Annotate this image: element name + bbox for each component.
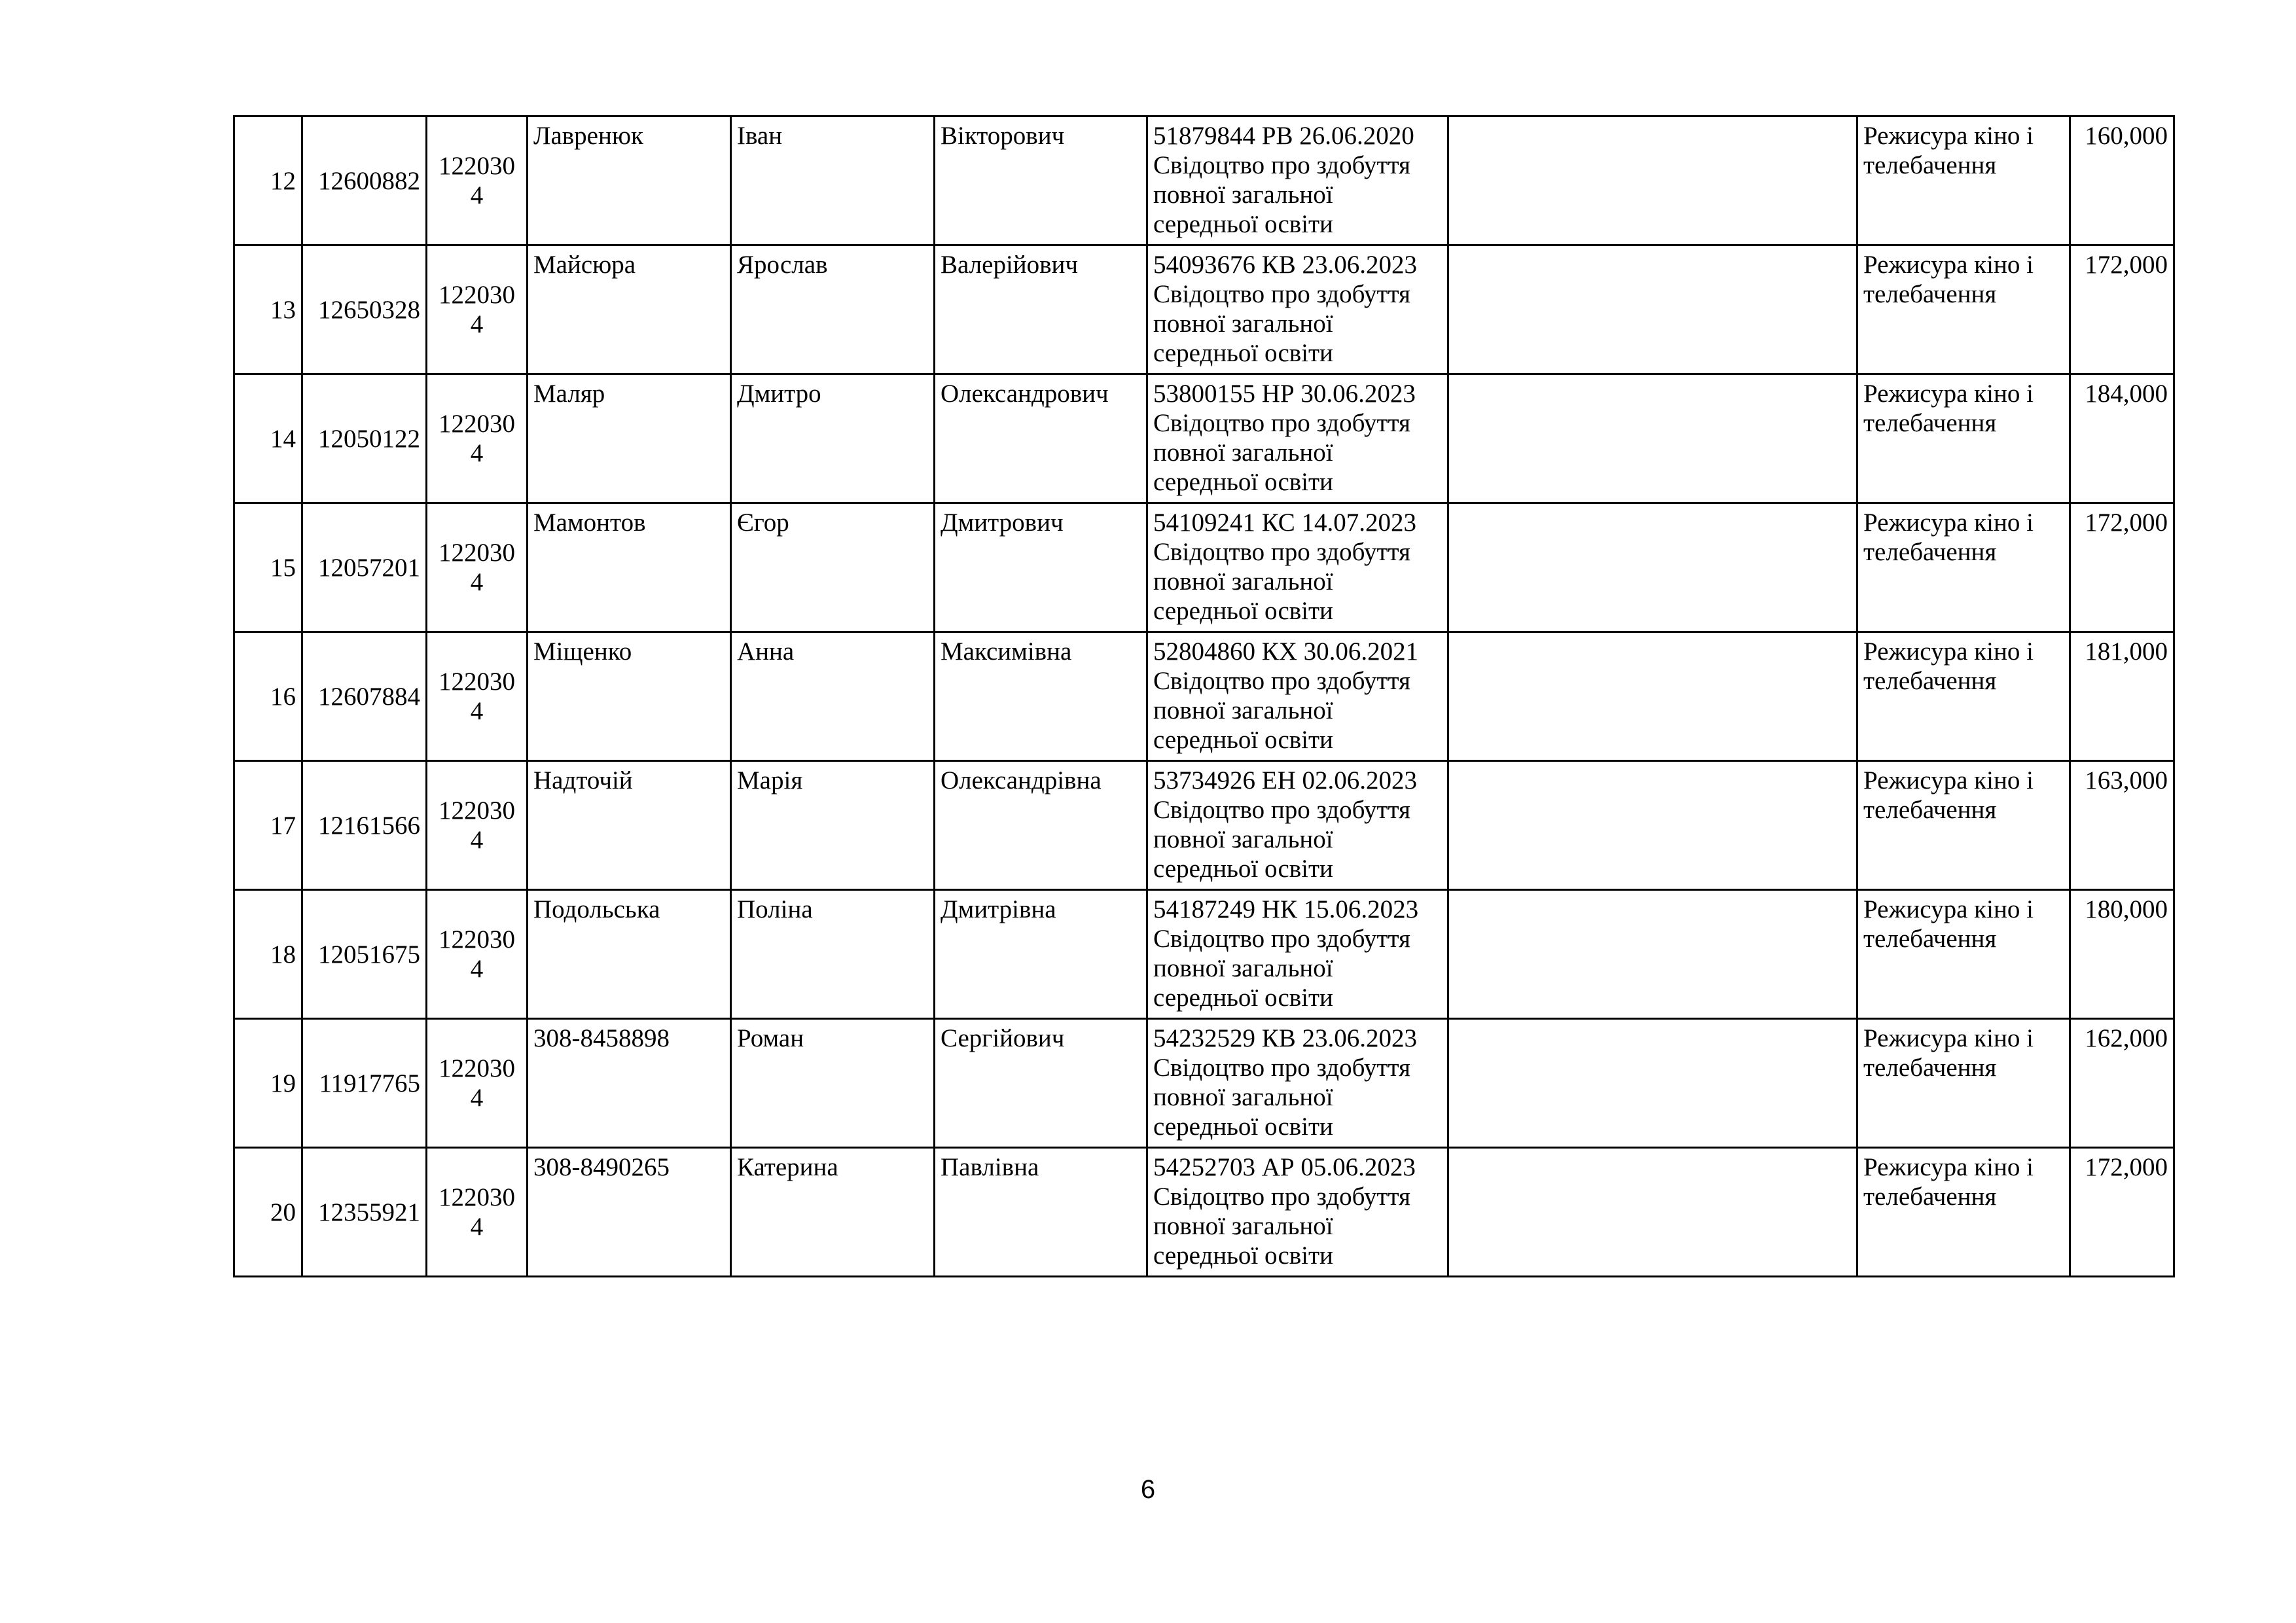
document-type-line: повної загальної (1153, 1212, 1333, 1240)
surname-cell (528, 503, 731, 632)
score-cell (2070, 1019, 2174, 1148)
row-index: 12 (270, 166, 296, 195)
first-name-cell (731, 632, 935, 761)
first-name: Анна (737, 637, 795, 666)
document-type-line: Свідоцтво про здобуття (1153, 1054, 1410, 1082)
document-type-line: середньої освіти (1153, 468, 1333, 496)
note-cell (1448, 503, 1857, 632)
specialty-line: Режисура кіно і (1863, 637, 2034, 666)
row-index: 20 (270, 1198, 296, 1226)
note-cell (1448, 374, 1857, 503)
score-cell (2070, 890, 2174, 1019)
specialty-line: Режисура кіно і (1863, 251, 2034, 279)
specialty-cell (1857, 1019, 2070, 1148)
table-row (234, 890, 2174, 1019)
program-code-tail: 4 (470, 1084, 484, 1112)
document-number: 54109241 КС 14.07.2023 (1153, 508, 1417, 537)
score-cell (2070, 374, 2174, 503)
surname-cell (528, 1019, 731, 1148)
score: 163,000 (2085, 766, 2168, 794)
table-row (234, 1019, 2174, 1148)
applicant-id-cell (302, 632, 427, 761)
first-name: Іван (737, 122, 783, 150)
specialty-line: Режисура кіно і (1863, 380, 2034, 408)
note-cell (1448, 116, 1857, 245)
applicant-id: 12650328 (318, 295, 420, 324)
document-number: 52804860 КХ 30.06.2021 (1153, 637, 1419, 666)
patronymic-cell (935, 245, 1147, 374)
document-cell (1147, 245, 1448, 374)
document-type-line: повної загальної (1153, 567, 1333, 596)
surname-cell (528, 1148, 731, 1277)
row-index-cell (234, 374, 302, 503)
program-code-tail: 4 (470, 439, 484, 467)
score-cell (2070, 116, 2174, 245)
specialty-cell (1857, 632, 2070, 761)
patronymic: Дмитрович (941, 508, 1064, 537)
patronymic-cell (935, 1148, 1147, 1277)
first-name: Поліна (737, 895, 813, 923)
applicant-id: 12607884 (318, 682, 420, 711)
row-index-cell (234, 245, 302, 374)
specialty-cell (1857, 374, 2070, 503)
applicant-id-cell (302, 116, 427, 245)
program-code-part: 122030 (439, 410, 515, 438)
note-cell (1448, 890, 1857, 1019)
document-cell (1147, 632, 1448, 761)
specialty-cell (1857, 890, 2070, 1019)
applicant-id: 11917765 (319, 1069, 420, 1097)
document-type-line: повної загальної (1153, 696, 1333, 724)
patronymic-cell (935, 374, 1147, 503)
document-cell (1147, 503, 1448, 632)
score: 181,000 (2085, 637, 2168, 666)
table-row (234, 245, 2174, 374)
specialty-cell (1857, 116, 2070, 245)
first-name-cell (731, 245, 935, 374)
document-type-line: середньої освіти (1153, 339, 1333, 367)
document-number: 54093676 КВ 23.06.2023 (1153, 251, 1418, 279)
document-number: 54252703 АР 05.06.2023 (1153, 1153, 1416, 1181)
program-code-cell (427, 632, 528, 761)
patronymic-cell (935, 761, 1147, 890)
document-type-line: середньої освіти (1153, 1113, 1333, 1141)
surname: Подольська (533, 895, 660, 923)
patronymic: Валерійович (941, 251, 1079, 279)
document-type-line: повної загальної (1153, 181, 1333, 209)
table-row (234, 116, 2174, 245)
patronymic: Олександрівна (941, 766, 1102, 794)
document-type-line: середньої освіти (1153, 855, 1333, 883)
document-cell (1147, 1148, 1448, 1277)
note-cell (1448, 1148, 1857, 1277)
document-number: 54187249 НК 15.06.2023 (1153, 895, 1419, 923)
document-type-line: середньої освіти (1153, 597, 1333, 625)
program-code-tail: 4 (470, 310, 484, 338)
row-index-cell (234, 503, 302, 632)
program-code-part: 122030 (439, 281, 515, 309)
score-cell (2070, 1148, 2174, 1277)
program-code-cell (427, 116, 528, 245)
surname: 308-8458898 (533, 1024, 670, 1052)
program-code-cell (427, 245, 528, 374)
score: 180,000 (2085, 895, 2168, 923)
applicant-id-cell (302, 1019, 427, 1148)
score: 172,000 (2085, 251, 2168, 279)
surname-cell (528, 890, 731, 1019)
specialty-line: телебачення (1863, 151, 1997, 179)
document-type-line: Свідоцтво про здобуття (1153, 538, 1410, 566)
page-number: 6 (1140, 1475, 1156, 1504)
program-code-cell (427, 890, 528, 1019)
patronymic-cell (935, 1019, 1147, 1148)
surname-cell (528, 245, 731, 374)
applicant-id-cell (302, 890, 427, 1019)
patronymic-cell (935, 890, 1147, 1019)
specialty-line: телебачення (1863, 1054, 1997, 1082)
surname-cell (528, 632, 731, 761)
specialty-line: телебачення (1863, 667, 1997, 695)
document-type-line: повної загальної (1153, 438, 1333, 467)
applicant-id: 12600882 (318, 166, 420, 195)
program-code-part: 122030 (439, 1054, 515, 1082)
document-type-line: Свідоцтво про здобуття (1153, 796, 1410, 824)
specialty-line: Режисура кіно і (1863, 895, 2034, 923)
specialty-line: телебачення (1863, 280, 1997, 308)
patronymic: Павлівна (941, 1153, 1039, 1181)
table-row (234, 632, 2174, 761)
specialty-cell (1857, 503, 2070, 632)
score-cell (2070, 632, 2174, 761)
first-name: Роман (737, 1024, 804, 1052)
document-cell (1147, 761, 1448, 890)
applicant-id: 12355921 (318, 1198, 420, 1226)
program-code-tail: 4 (470, 568, 484, 596)
applicant-id-cell (302, 1148, 427, 1277)
program-code-tail: 4 (470, 697, 484, 725)
table-row (234, 503, 2174, 632)
specialty-line: Режисура кіно і (1863, 766, 2034, 794)
patronymic-cell (935, 116, 1147, 245)
document-type-line: Свідоцтво про здобуття (1153, 280, 1410, 308)
program-code-tail: 4 (470, 826, 484, 854)
first-name-cell (731, 761, 935, 890)
note-cell (1448, 245, 1857, 374)
score: 172,000 (2085, 508, 2168, 537)
specialty-line: Режисура кіно і (1863, 1024, 2034, 1052)
row-index: 15 (270, 553, 296, 582)
program-code-tail: 4 (470, 955, 484, 983)
specialty-line: телебачення (1863, 1183, 1997, 1211)
table-row (234, 374, 2174, 503)
specialty-line: телебачення (1863, 925, 1997, 953)
row-index: 18 (270, 940, 296, 969)
document-type-line: Свідоцтво про здобуття (1153, 151, 1410, 179)
applicant-id-cell (302, 374, 427, 503)
document-type-line: Свідоцтво про здобуття (1153, 925, 1410, 953)
surname: Надточій (533, 766, 633, 794)
patronymic: Максимівна (941, 637, 1072, 666)
first-name: Катерина (737, 1153, 838, 1181)
surname: Майсюра (533, 251, 636, 279)
applicant-id-cell (302, 761, 427, 890)
row-index-cell (234, 116, 302, 245)
row-index-cell (234, 890, 302, 1019)
row-index: 14 (270, 424, 296, 453)
first-name-cell (731, 1148, 935, 1277)
specialty-line: Режисура кіно і (1863, 1153, 2034, 1181)
row-index-cell (234, 1019, 302, 1148)
document-type-line: Свідоцтво про здобуття (1153, 1183, 1410, 1211)
specialty-line: телебачення (1863, 538, 1997, 566)
program-code-part: 122030 (439, 152, 515, 180)
document-cell (1147, 890, 1448, 1019)
row-index: 13 (270, 295, 296, 324)
patronymic-cell (935, 632, 1147, 761)
patronymic: Вікторович (941, 122, 1065, 150)
program-code-tail: 4 (470, 181, 484, 209)
surname-cell (528, 374, 731, 503)
score: 172,000 (2085, 1153, 2168, 1181)
patronymic: Олександрович (941, 380, 1109, 408)
surname: Лавренюк (533, 122, 643, 150)
applicant-id-cell (302, 245, 427, 374)
program-code-cell (427, 374, 528, 503)
specialty-cell (1857, 245, 2070, 374)
document-type-line: середньої освіти (1153, 210, 1333, 238)
row-index-cell (234, 632, 302, 761)
document-type-line: повної загальної (1153, 954, 1333, 982)
program-code-cell (427, 761, 528, 890)
applicant-id: 12161566 (318, 811, 420, 840)
document-type-line: повної загальної (1153, 1083, 1333, 1111)
score: 184,000 (2085, 380, 2168, 408)
surname-cell (528, 761, 731, 890)
document-type-line: середньої освіти (1153, 726, 1333, 754)
document-type-line: Свідоцтво про здобуття (1153, 667, 1410, 695)
document-cell (1147, 374, 1448, 503)
document-type-line: повної загальної (1153, 825, 1333, 853)
row-index: 17 (270, 811, 296, 840)
first-name: Ярослав (737, 251, 828, 279)
specialty-cell (1857, 1148, 2070, 1277)
program-code-cell (427, 1019, 528, 1148)
patronymic: Сергійович (941, 1024, 1065, 1052)
program-code-part: 122030 (439, 796, 515, 825)
applicant-id: 12057201 (318, 553, 420, 582)
first-name-cell (731, 374, 935, 503)
table-row (234, 1148, 2174, 1277)
specialty-line: Режисура кіно і (1863, 122, 2034, 150)
specialty-line: телебачення (1863, 796, 1997, 824)
surname-cell (528, 116, 731, 245)
specialty-cell (1857, 761, 2070, 890)
patronymic-cell (935, 503, 1147, 632)
program-code-tail: 4 (470, 1213, 484, 1241)
table-row (234, 761, 2174, 890)
surname: Маляр (533, 380, 605, 408)
patronymic: Дмитрівна (941, 895, 1056, 923)
surname: Мамонтов (533, 508, 646, 537)
score: 162,000 (2085, 1024, 2168, 1052)
document-type-line: середньої освіти (1153, 1241, 1333, 1270)
score-cell (2070, 503, 2174, 632)
first-name: Єгор (737, 508, 789, 537)
surname: 308-8490265 (533, 1153, 670, 1181)
applicant-id: 12051675 (318, 940, 420, 969)
first-name: Дмитро (737, 380, 821, 408)
applicants-table (233, 115, 2175, 1277)
specialty-line: телебачення (1863, 409, 1997, 437)
document-number: 53800155 НР 30.06.2023 (1153, 380, 1416, 408)
note-cell (1448, 1019, 1857, 1148)
note-cell (1448, 632, 1857, 761)
document-type-line: середньої освіти (1153, 984, 1333, 1012)
document-number: 53734926 ЕН 02.06.2023 (1153, 766, 1417, 794)
score: 160,000 (2085, 122, 2168, 150)
program-code-cell (427, 1148, 528, 1277)
document-number: 54232529 КВ 23.06.2023 (1153, 1024, 1418, 1052)
applicant-id-cell (302, 503, 427, 632)
row-index-cell (234, 1148, 302, 1277)
document-number: 51879844 РВ 26.06.2020 (1153, 122, 1414, 150)
score-cell (2070, 245, 2174, 374)
score-cell (2070, 761, 2174, 890)
note-cell (1448, 761, 1857, 890)
first-name: Марія (737, 766, 803, 794)
document-type-line: повної загальної (1153, 310, 1333, 338)
row-index: 19 (270, 1069, 296, 1097)
row-index-cell (234, 761, 302, 890)
row-index: 16 (270, 682, 296, 711)
first-name-cell (731, 503, 935, 632)
program-code-part: 122030 (439, 1183, 515, 1211)
specialty-line: Режисура кіно і (1863, 508, 2034, 537)
applicant-id: 12050122 (318, 424, 420, 453)
document-cell (1147, 1019, 1448, 1148)
first-name-cell (731, 116, 935, 245)
first-name-cell (731, 890, 935, 1019)
first-name-cell (731, 1019, 935, 1148)
document-cell (1147, 116, 1448, 245)
program-code-part: 122030 (439, 539, 515, 567)
program-code-part: 122030 (439, 925, 515, 954)
surname: Міщенко (533, 637, 632, 666)
program-code-part: 122030 (439, 668, 515, 696)
program-code-cell (427, 503, 528, 632)
document-type-line: Свідоцтво про здобуття (1153, 409, 1410, 437)
